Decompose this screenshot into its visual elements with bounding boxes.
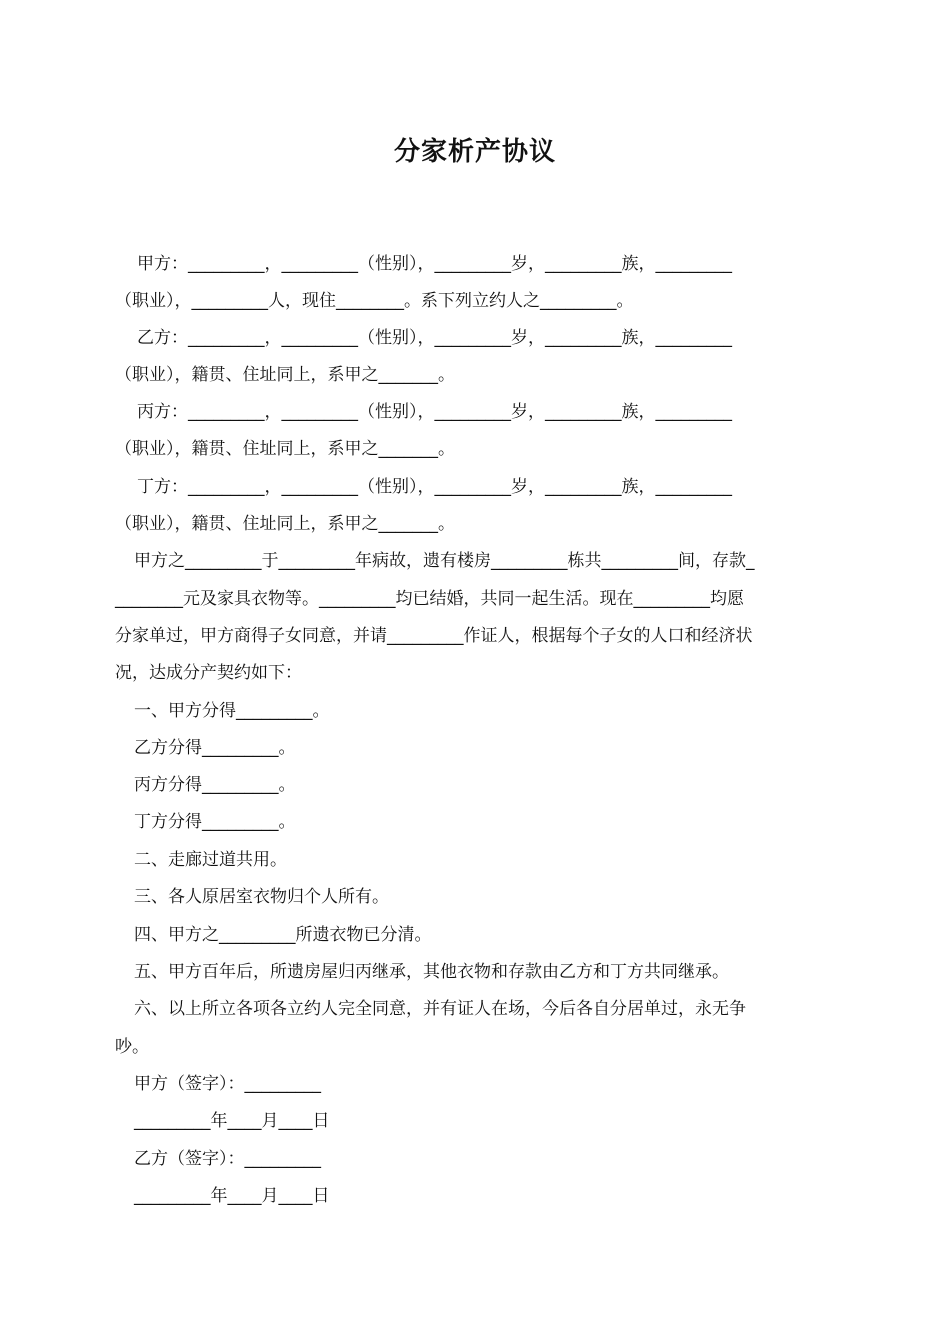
party-a-signature: 甲方（签字）：_________ — [134, 1074, 321, 1094]
background-paragraph-line-3: 分家单过，甲方商得子女同意，并请_________作证人，根据每个子女的人口和经济状 — [115, 626, 753, 646]
clause-1-party-b: 乙方分得_________。 — [134, 738, 296, 758]
party-a-line-2: （职业），_________人，现住________。系下列立约人之_________。 — [115, 291, 634, 311]
background-paragraph-line-2: ________元及家具衣物等。_________均已结婚，共同一起生活。现在_________均愿 — [115, 589, 744, 609]
party-b-signature: 乙方（签字）：_________ — [134, 1149, 321, 1169]
clause-5: 五、甲方百年后，所遗房屋归丙继承，其他衣物和存款由乙方和丁方共同继承。 — [134, 962, 729, 982]
clause-2: 二、走廊过道共用。 — [134, 850, 287, 870]
party-a-line-1: 甲方：_________，_________（性别），_________岁，_________族，_________ — [137, 254, 732, 274]
background-paragraph-line-1: 甲方之_________于_________年病故，遗有楼房_________栋共_________间，存款_ — [134, 551, 755, 571]
background-paragraph-line-4: 况，达成分产契约如下： — [115, 663, 302, 683]
party-b-signature-date: _________年____月____日 — [134, 1186, 330, 1206]
clause-6-line-1: 六、以上所立各项各立约人完全同意，并有证人在场，今后各自分居单过，永无争 — [134, 999, 746, 1019]
clause-4: 四、甲方之_________所遗衣物已分清。 — [134, 925, 432, 945]
document-title: 分家析产协议 — [393, 137, 556, 167]
party-b-line-2: （职业），籍贯、住址同上，系甲之_______。 — [115, 365, 455, 385]
party-a-signature-date: _________年____月____日 — [134, 1111, 330, 1131]
clause-1-party-d: 丁方分得_________。 — [134, 812, 296, 832]
clause-1-party-a: 一、甲方分得_________。 — [134, 701, 330, 721]
clause-1-party-c: 丙方分得_________。 — [134, 775, 296, 795]
party-b-line-1: 乙方：_________，_________（性别），_________岁，_________族，_________ — [137, 328, 732, 348]
party-d-line-1: 丁方：_________，_________（性别），_________岁，_________族，_________ — [137, 477, 732, 497]
party-d-line-2: （职业），籍贯、住址同上，系甲之_______。 — [115, 514, 455, 534]
party-c-line-1: 丙方：_________，_________（性别），_________岁，_________族，_________ — [137, 402, 732, 422]
clause-6-line-2: 吵。 — [115, 1037, 149, 1057]
clause-3: 三、各人原居室衣物归个人所有。 — [134, 887, 389, 907]
party-c-line-2: （职业），籍贯、住址同上，系甲之_______。 — [115, 439, 455, 459]
